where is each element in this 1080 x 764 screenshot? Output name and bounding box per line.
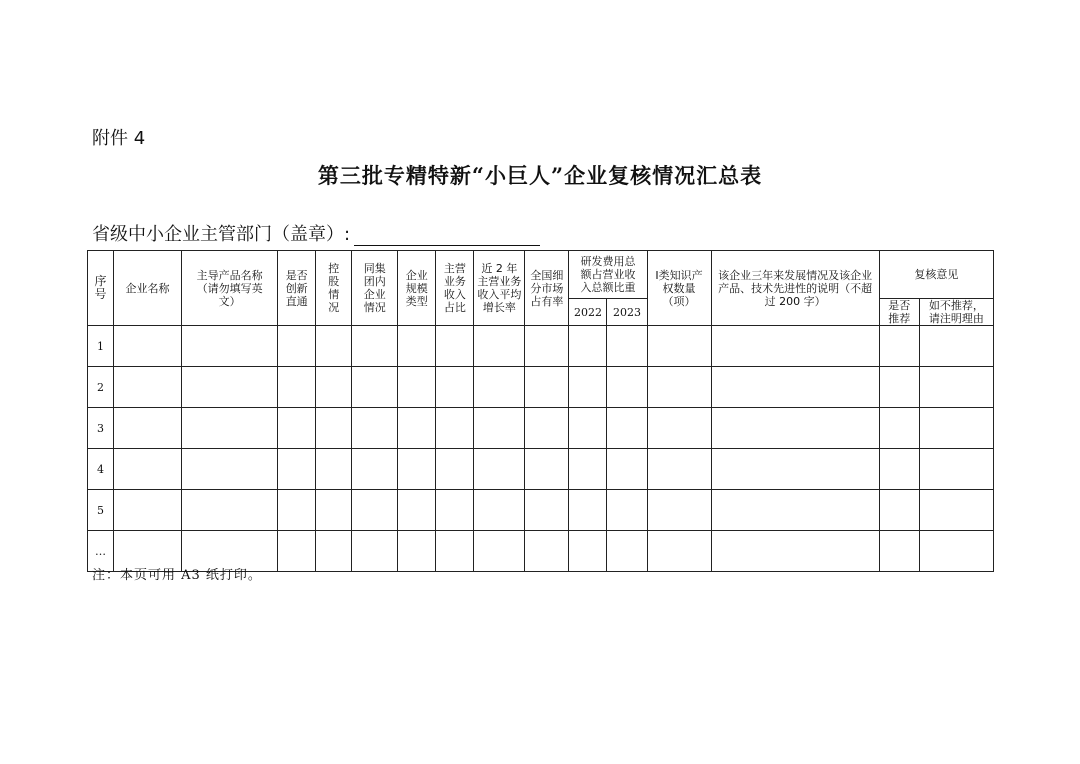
- header-control: 控股情况: [316, 251, 352, 326]
- table-cell: [525, 326, 569, 367]
- table-cell: [474, 408, 525, 449]
- table-cell: [919, 531, 993, 572]
- table-cell: [398, 326, 436, 367]
- row-index: …: [88, 531, 114, 572]
- table-cell: [647, 490, 711, 531]
- table-cell: [919, 326, 993, 367]
- table-cell: [647, 367, 711, 408]
- table-cell: [711, 490, 879, 531]
- header-innovation: 是否创新直通: [278, 251, 316, 326]
- table-cell: [114, 367, 182, 408]
- page-title: 第三批专精特新“小巨人”企业复核情况汇总表: [317, 163, 763, 188]
- table-cell: [607, 367, 647, 408]
- header-seq: 序号: [88, 251, 114, 326]
- table-cell: [352, 408, 398, 449]
- table-cell: [525, 408, 569, 449]
- row-index: 1: [88, 326, 114, 367]
- table-cell: [474, 490, 525, 531]
- print-note: 注：本页可用 A3 纸打印。: [92, 568, 262, 583]
- table-cell: [569, 490, 607, 531]
- table-cell: [278, 408, 316, 449]
- table-row: [88, 326, 994, 367]
- table-cell: [569, 531, 607, 572]
- header-rd-year-2023: 2023: [607, 299, 647, 326]
- table-cell: [114, 449, 182, 490]
- table-cell: [114, 408, 182, 449]
- table-cell: [919, 449, 993, 490]
- header-review-recommend: 是否推荐: [879, 299, 919, 326]
- table-cell: [114, 326, 182, 367]
- table-cell: [607, 408, 647, 449]
- table-cell: [352, 326, 398, 367]
- table-cell: [436, 326, 474, 367]
- table-row: [88, 367, 994, 408]
- table-row: [88, 408, 994, 449]
- table-cell: [398, 531, 436, 572]
- header-group: 同集团内企业情况: [352, 251, 398, 326]
- table-cell: [607, 490, 647, 531]
- table-cell: [278, 326, 316, 367]
- table-cell: [879, 490, 919, 531]
- table-cell: [316, 449, 352, 490]
- table-row: [88, 490, 994, 531]
- table-cell: [879, 326, 919, 367]
- header-revenue-ratio: 主营业务收入占比: [436, 251, 474, 326]
- table-cell: [398, 367, 436, 408]
- table-cell: [525, 531, 569, 572]
- header-review-reason: 如不推荐，请注明理由: [919, 299, 993, 326]
- table-row: [88, 449, 994, 490]
- table-cell: [879, 531, 919, 572]
- table-cell: [398, 490, 436, 531]
- header-rd-year-2022: 2022: [569, 299, 607, 326]
- table-body: [88, 326, 994, 572]
- table-cell: [474, 367, 525, 408]
- header-description: 该企业三年来发展情况及该企业产品、技术先进性的说明（不超过 200 字）: [711, 251, 879, 326]
- table-cell: [182, 449, 278, 490]
- table-cell: [879, 367, 919, 408]
- table-cell: [569, 326, 607, 367]
- header-growth: 近 2 年主营业务收入平均增长率: [474, 251, 525, 326]
- table-cell: [919, 408, 993, 449]
- header-rd: 研发费用总额占营业收入总额比重: [569, 251, 647, 299]
- row-index: 2: [88, 367, 114, 408]
- table-cell: [711, 408, 879, 449]
- table-cell: [474, 531, 525, 572]
- table-cell: [647, 326, 711, 367]
- table-cell: [607, 531, 647, 572]
- row-index: 3: [88, 408, 114, 449]
- table-cell: [278, 490, 316, 531]
- table-cell: [879, 449, 919, 490]
- header-scale: 企业规模类型: [398, 251, 436, 326]
- table-cell: [278, 531, 316, 572]
- table-cell: [879, 408, 919, 449]
- table-cell: [316, 490, 352, 531]
- table-cell: [525, 490, 569, 531]
- table-cell: [569, 449, 607, 490]
- header-market-share: 全国细分市场占有率: [525, 251, 569, 326]
- table-cell: [525, 367, 569, 408]
- table-cell: [182, 367, 278, 408]
- table-cell: [182, 326, 278, 367]
- department-line: [92, 220, 540, 246]
- header-review: 复核意见: [879, 251, 993, 299]
- table-cell: [182, 490, 278, 531]
- table-cell: [436, 490, 474, 531]
- table-cell: [474, 449, 525, 490]
- table-cell: [316, 408, 352, 449]
- summary-table: [87, 250, 994, 572]
- table-cell: [316, 326, 352, 367]
- table-cell: [352, 449, 398, 490]
- stamp-blank-line: [354, 225, 540, 246]
- header-main-product: 主导产品名称（请勿填写英文）: [182, 251, 278, 326]
- attachment-label: 附件 4: [92, 128, 146, 149]
- row-index: 5: [88, 490, 114, 531]
- table-cell: [711, 531, 879, 572]
- table-cell: [474, 326, 525, 367]
- table-cell: [436, 449, 474, 490]
- table-cell: [352, 367, 398, 408]
- department-label: 省级中小企业主管部门（盖章）:: [92, 224, 351, 245]
- table-cell: [182, 408, 278, 449]
- table-cell: [316, 367, 352, 408]
- table-cell: [352, 490, 398, 531]
- table-cell: [352, 531, 398, 572]
- table-cell: [398, 449, 436, 490]
- table-cell: [711, 449, 879, 490]
- table-cell: [114, 490, 182, 531]
- table-cell: [607, 326, 647, 367]
- table-cell: [278, 367, 316, 408]
- table-cell: [711, 326, 879, 367]
- table-cell: [647, 449, 711, 490]
- header-ip: Ⅰ类知识产权数量（项）: [647, 251, 711, 326]
- table-cell: [436, 531, 474, 572]
- table-cell: [647, 408, 711, 449]
- table-cell: [569, 367, 607, 408]
- table-cell: [711, 367, 879, 408]
- row-index: 4: [88, 449, 114, 490]
- table-cell: [569, 408, 607, 449]
- table-cell: [607, 449, 647, 490]
- table-cell: [316, 531, 352, 572]
- table-cell: [919, 490, 993, 531]
- table-cell: [436, 408, 474, 449]
- table-cell: [398, 408, 436, 449]
- table-cell: [525, 449, 569, 490]
- table-cell: [647, 531, 711, 572]
- table-cell: [436, 367, 474, 408]
- header-company-name: 企业名称: [114, 251, 182, 326]
- table-cell: [278, 449, 316, 490]
- table-cell: [919, 367, 993, 408]
